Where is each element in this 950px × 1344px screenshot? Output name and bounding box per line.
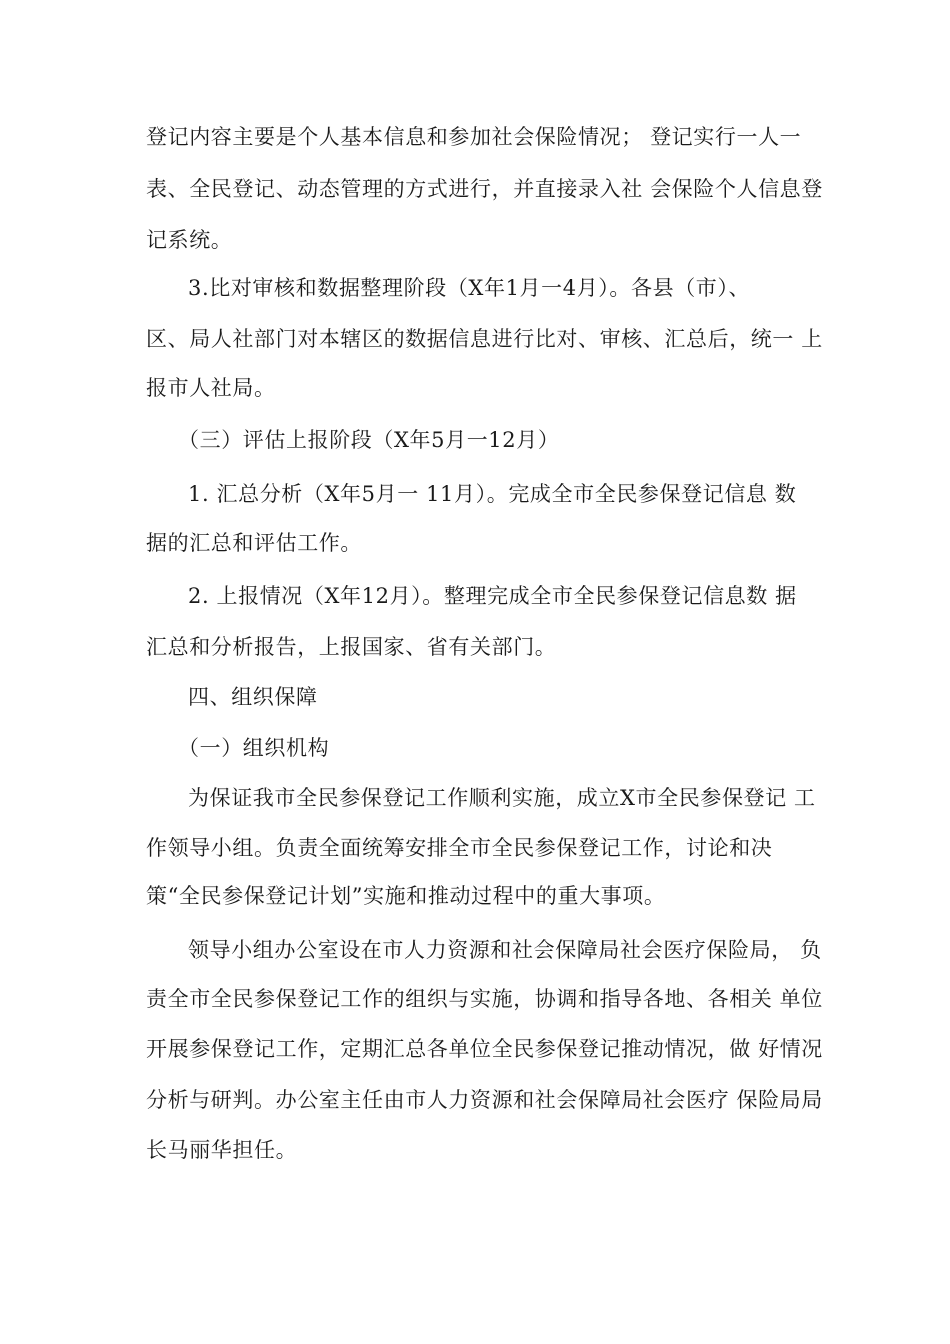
list-item-heading: 2. 上报情况（X年12月）。整理完成全市全民参保登记信息数 据 [188,584,797,608]
text-line: 表、全民登记、动态管理的方式进行，并直接录入社 会保险个人信息登 [146,177,823,201]
text-line: 分析与研判。办公室主任由市人力资源和社会保障局社会医疗 保险局局 [146,1088,823,1112]
section-heading: 四、组织保障 [188,685,318,709]
text-line: 责全市全民参保登记工作的组织与实施，协调和指导各地、各相关 单位 [146,987,823,1011]
paragraph-start: 为保证我市全民参保登记工作顺利实施，成立X市全民参保登记 工 [188,786,816,810]
list-item-heading: 1. 汇总分析（X年5月一 11月）。完成全市全民参保登记信息 数 [188,482,797,506]
text-line: 登记内容主要是个人基本信息和参加社会保险情况； 登记实行一人一 [146,125,802,149]
text-line: 区、局人社部门对本辖区的数据信息进行比对、审核、汇总后，统一 上 [146,327,823,351]
text-line: 汇总和分析报告，上报国家、省有关部门。 [146,635,557,659]
list-item-heading: 3.比对审核和数据整理阶段（X年1月一4月）。各县（市）、 [188,276,751,300]
paragraph-start: 领导小组办公室设在市人力资源和社会保障局社会医疗保险局， 负 [188,938,822,962]
section-heading: （三）评估上报阶段（X年5月一12月） [178,428,560,452]
text-line: 据的汇总和评估工作。 [146,531,362,555]
text-line: 策“全民参保登记计划”实施和推动过程中的重大事项。 [146,884,666,908]
text-line: 作领导小组。负责全面统筹安排全市全民参保登记工作，讨论和决 [146,836,773,860]
text-line: 开展参保登记工作，定期汇总各单位全民参保登记推动情况，做 好情况 [146,1037,823,1061]
text-line: 报市人社局。 [146,376,276,400]
text-line: 长马丽华担任。 [146,1138,298,1162]
subsection-heading: （一）组织机构 [178,736,330,760]
text-line: 记系统。 [146,228,233,252]
